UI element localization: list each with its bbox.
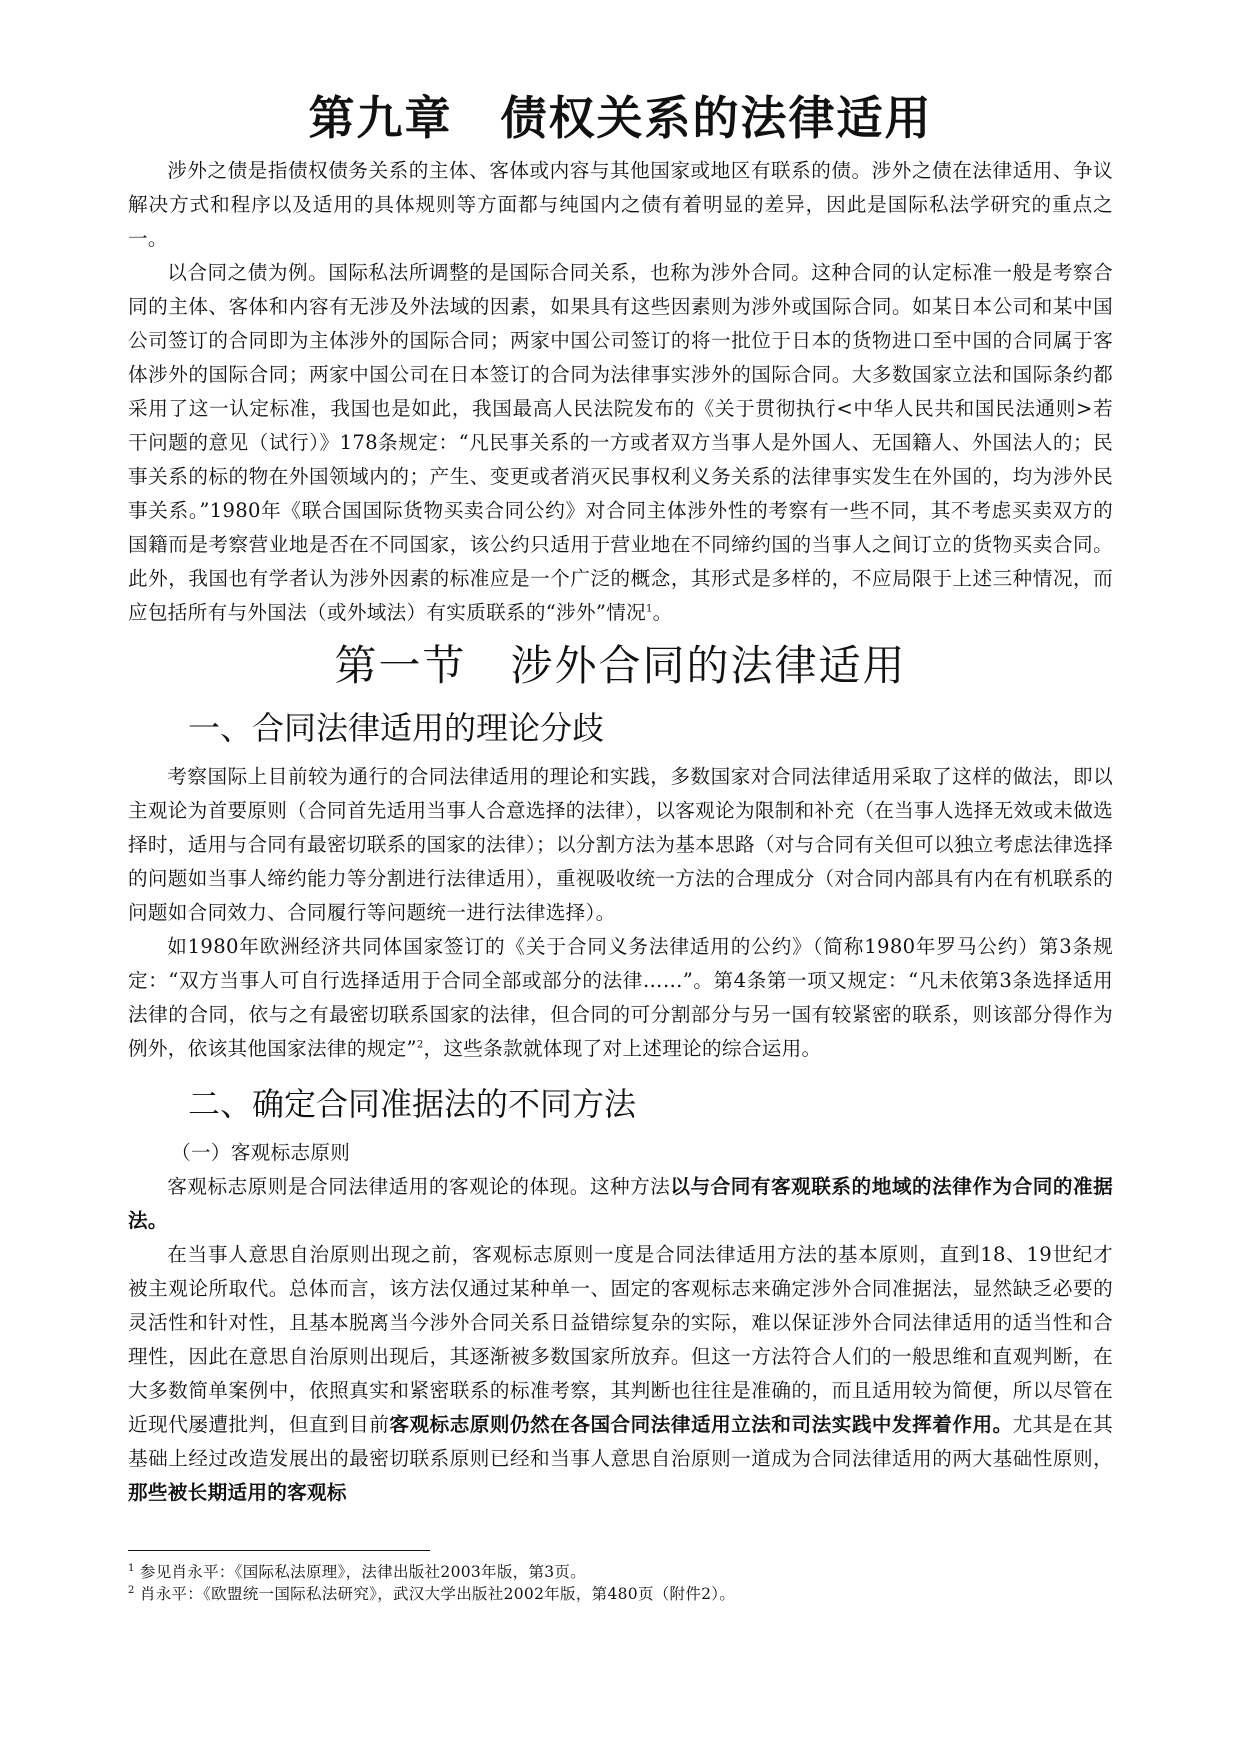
subsection-1-paragraph-2-end: ，这些条款就体现了对上述理论的综合运用。 (423, 1037, 822, 1060)
footnote-1 (128, 1561, 1113, 1583)
subsection-2-paragraph-2-bold-2: 那些被长期适用的客观标 (128, 1481, 347, 1504)
subsection-1-paragraph-2-text: 如1980年欧洲经济共同体国家签订的《关于合同义务法律适用的公约》（简称1980年罗马公约）第3条规定：“双方当事人可自行选择适用于合同全部或部分的法律……”。第4条第一项又规定：“凡未依第3条选择适用法律的合同，依与之有最密切联系国家的法律，但合同的可分割部分与另一国有较紧密的联系，则该部分得作为例外，依该其他国家法律的规定” (128, 935, 1113, 1060)
intro-paragraph-2-text: 以合同之债为例。国际私法所调整的是国际合同关系，也称为涉外合同。这种合同的认定标准一般是考察合同的主体、客体和内容有无涉及外法域的因素，如果具有这些因素则为涉外或国际合同。如某日本公司和某中国公司签订的合同即为主体涉外的国际合同；两家中国公司签订的将一批位于日本的货物进口至中国的合同属于客体涉外的国际合同；两家中国公司在日本签订的合同为法律事实涉外的国际合同。大多数国家立法和国际条约都采用了这一认定标准，我国也是如此，我国最高人民法院发布的《关于贯彻执行<中华人民共和国民法通则>若干问题的意见（试行）》178条规定：“凡民事关系的一方或者双方当事人是外国人、无国籍人、外国法人的；民事关系的标的物在外国领域内的；产生、变更或者消灭民事权利义务关系的法律事实发生在外国的，均为涉外民事关系。”1980年《联合国国际货物买卖合同公约》对合同主体涉外性的考察有一些不同，其不考虑买卖双方的国籍而是考察营业地是否在不同国家，该公约只适用于营业地在不同缔约国的当事人之间订立的货物买卖合同。此外，我国也有学者认为涉外因素的标准应是一个广泛的概念，其形式是多样的，不应局限于上述三种情况，而应包括所有与外国法（或外域法）有实质联系的“涉外”情况 (128, 261, 1113, 624)
subsection-1-paragraph-1: 考察国际上目前较为通行的合同法律适用的理论和实践，多数国家对合同法律适用采取了这样的做法，即以主观论为首要原则（合同首先适用当事人合意选择的法律），以客观论为限制和补充（在当事人选择无效或未做选择时，适用与合同有最密切联系的国家的法律）；以分割方法为基本思路（对与合同有关但可以独立考虑法律选择的问题如当事人缔约能力等分割进行法律适用），重视吸收统一方法的合理成分（对合同内部具有内在有机联系的问题如合同效力、合同履行等问题统一进行法律选择）。 (128, 765, 1113, 924)
footnote-2 (128, 1583, 1113, 1605)
subsection-2-paragraph-1-bold: 以与合同有客观联系的地域的法律作为合同的准据法。 (128, 1175, 1113, 1232)
subsection-2-paragraph-2-text-a: 在当事人意思自治原则出现之前，客观标志原则一度是合同法律适用方法的基本原则，直到18、19世纪才被主观论所取代。总体而言，该方法仅通过某种单一、固定的客观标志来确定涉外合同准据法，显然缺乏必要的灵活性和针对性，且基本脱离当今涉外合同关系日益错综复杂的实际，难以保证涉外合同法律适用的适当性和合理性，因此在意思自治原则出现后，其逐渐被多数国家所放弃。但这一方法符合人们的一般思维和直观判断，在大多数简单案例中，依照真实和紧密联系的标准考察，其判断也往往是准确的，而且适用较为简便，所以尽管在近现代屡遭批判，但直到目前 (128, 1243, 1113, 1436)
footnote-2-text: 肖永平：《欧盟统一国际私法研究》，武汉大学出版社2002年版，第480页（附件2）。 (139, 1585, 736, 1603)
intro-paragraph-2 (128, 256, 1113, 630)
subsection-title-2: 二、确定合同准据法的不同方法 (188, 1085, 637, 1123)
subsection-title-1: 一、合同法律适用的理论分歧 (188, 709, 605, 747)
subsection-2-paragraph-1-text: 客观标志原则是合同法律适用的客观论的体现。这种方法 (167, 1175, 671, 1198)
footnote-1-mark: 1 (128, 1562, 135, 1574)
subsection-2-paragraph-2-bold-1: 客观标志原则仍然在各国合同法律适用立法和司法实践中发挥着作用。 (389, 1413, 1013, 1436)
footnote-1-text: 参见肖永平：《国际私法原理》，法律出版社2003年版，第3页。 (139, 1563, 587, 1581)
subsection-2-paragraph-2 (128, 1238, 1113, 1510)
section-title: 第一节 涉外合同的法律适用 (334, 641, 907, 690)
footnote-2-mark: 2 (128, 1584, 135, 1596)
chapter-title: 第九章 债权关系的法律适用 (308, 91, 933, 145)
footnote-ref-2[interactable]: 2 (416, 1039, 424, 1051)
footnote-ref-1[interactable]: 1 (645, 603, 653, 615)
subsection-2-paragraph-1 (128, 1170, 1113, 1238)
subsection-2-paragraph-2-text-b: 尤其是在其基础上经过改造发展出的最密切联系原则已经和当事人意思自治原则一道成为合同法律适用的两大基础性原则， (128, 1413, 1114, 1470)
subsection-1-paragraph-2 (128, 930, 1113, 1066)
footnote-divider (128, 1550, 430, 1551)
intro-paragraph-1: 涉外之债是指债权债务关系的主体、客体或内容与其他国家或地区有联系的债。涉外之债在法律适用、争议解决方式和程序以及适用的具体规则等方面都与纯国内之债有着明显的差异，因此是国际私法学研究的重点之一。 (128, 159, 1113, 250)
minor-heading: （一）客观标志原则 (171, 1141, 351, 1164)
intro-paragraph-2-end: 。 (652, 601, 673, 624)
